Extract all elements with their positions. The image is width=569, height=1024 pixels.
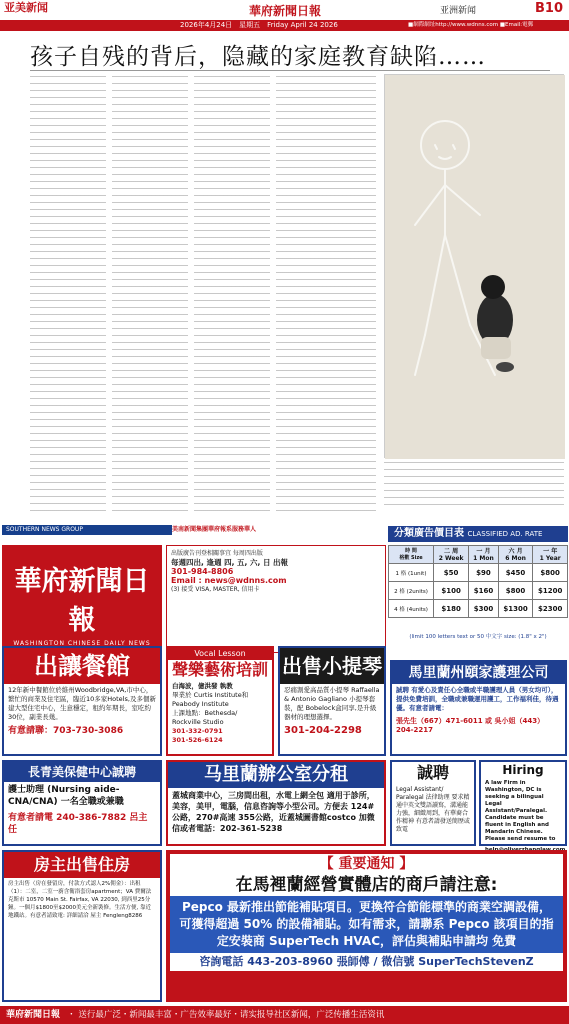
classified-title-cn: 分類廣告價目表 xyxy=(394,528,464,539)
info-line2: 每週四出, 逢週 四, 五, 六, 日 出報 xyxy=(171,558,289,567)
rate-cell: $50 xyxy=(434,564,469,582)
masthead-en: WASHINGTON CHINESE DAILY NEWS xyxy=(13,640,151,647)
masthead-cn: 華府新聞日報 xyxy=(14,566,150,636)
ad7-body: Legal Assistant/ Paralegal 法律助理 要求精通中英文雙語讀寫，溝通能力強，細緻周到，有華裔合作精神 有意者請發送簡歷或致電 xyxy=(396,786,470,833)
rate-cell: $90 xyxy=(469,564,499,582)
ad2-head: Vocal Lesson xyxy=(168,648,272,660)
southern-news-banner: SOUTHERN NEWS GROUP xyxy=(2,525,172,535)
ad4-contact: 張先生（667）471-6011 或 吳小姐（443）204-2217 xyxy=(396,717,545,734)
rate-cell: $300 xyxy=(469,600,499,618)
section-name: 亚洲新闻 xyxy=(440,6,477,16)
ad7-title: 誠聘 xyxy=(416,763,449,782)
rate-table xyxy=(388,545,568,618)
classified-rate-title xyxy=(388,526,568,542)
ad9-title: 房主出售住房 xyxy=(4,852,160,878)
rate-head: 一 月 1 Mon xyxy=(469,546,499,564)
page-number: B10 xyxy=(532,1,566,15)
ad3-body: 忍痛割愛高品質小提琴 Raffaella & Antonio Gagliano 小提琴套裝，配 Bobelock盒同享,是升級器材的理想選擇。 xyxy=(284,686,380,721)
rate-cell: $180 xyxy=(434,600,469,618)
ad1-title: 出讓餐館 xyxy=(4,648,160,684)
ad6-body: 蓋城商業中心，三房間出租，水電上網全包 適用于診所，美容，美甲，電腦，信息咨詢等小型公司。方便去 124#公路，270#高速 355公路，近蓋城圖書館costco 加微信或者電話：202-361-5238 xyxy=(172,791,375,833)
ad2-line: 上課地點：Bethesda/ xyxy=(172,709,238,717)
article-column-3 xyxy=(194,76,270,516)
notice-contact: 咨詢電話 443-203-8960 張師傅 / 微信號 SuperTechStevenZ xyxy=(170,953,563,971)
ad2-line: 畢業於 Curtis Institute和 xyxy=(172,691,249,699)
info-email: Email : news@wdnns.com xyxy=(171,576,287,585)
ad-legal-hiring-en xyxy=(479,760,567,846)
rate-cell: $450 xyxy=(498,564,533,582)
rate-cell: $800 xyxy=(498,582,533,600)
rate-cell: $160 xyxy=(469,582,499,600)
footer-title: 華府新聞日報 xyxy=(6,1010,61,1020)
ad2-line: 白海波，億洪發 執教 xyxy=(172,682,233,690)
ad-vocal-lesson xyxy=(166,646,274,756)
ad6-title: 马里蘭辦公室分租 xyxy=(168,762,384,788)
notice-body: Pepco 最新推出節能補貼項目。更換符合節能標準的商業空調設備，可獲得超過 50% 的設備補貼。如有需求，請聯系 Pepco 該項目的指定安裝商 SuperTech HVAC，評估與補貼申請均 免費 xyxy=(170,896,563,953)
notice-box xyxy=(166,850,567,1002)
footer-bar xyxy=(0,1006,569,1024)
rate-cell: $2300 xyxy=(533,600,568,618)
ad9-body: 房主出售（房在發留房，付款方式認人2%佣金）：出租（1）：二室，二室一廚含衛浴套房apartment；VA 費爾法克斯市 10570 Main St. Fairfax, VA 22030, 到西里25分鐘。一個月$1800至$2000美元全新裝修。生活方便, 靠近地鐵站。有意者請致電: 詳細請洽 屋主 Fengleng8286 xyxy=(8,881,152,919)
rate-cell: $800 xyxy=(533,564,568,582)
info-phone: 301-984-8806 xyxy=(171,567,234,576)
header-title: 華府新聞日報 xyxy=(248,4,321,18)
rate-cell: $1300 xyxy=(498,600,533,618)
info-pay: (3) 接受 VISA, MASTER, 信用卡 xyxy=(171,586,260,593)
rate-table-wrap xyxy=(388,545,568,618)
logo-cn: 亚美新闻 xyxy=(4,1,48,14)
notice-title: 【 重要通知 】 xyxy=(170,854,563,874)
rate-cell: $100 xyxy=(434,582,469,600)
ad-legal-hiring-cn xyxy=(390,760,476,846)
ad-house-sale xyxy=(2,850,162,1002)
rate-cell: $1200 xyxy=(533,582,568,600)
ad2-phone1: 301-332-0791 xyxy=(172,727,223,735)
ad-health-center xyxy=(2,760,162,846)
article-column-2 xyxy=(112,76,188,516)
ad5-phone: 有意者請電 240-386-7882 呂主任 xyxy=(8,813,148,835)
ad1-body: 12年新中餐館位於維州Woodbridge,VA,市中心，繁忙的商業及住宅區，臨近10多家Hotels,及多個新建大型住宅中心，生意穩定，租約年期長，室吃約30位，副業長幾。 xyxy=(8,686,156,721)
date-bar xyxy=(0,20,569,39)
ad-restaurant-sale xyxy=(2,646,162,756)
ad8-title: Hiring xyxy=(502,763,544,777)
date-line: 2026年4月24日 星期五 Friday April 24 2026 xyxy=(180,21,338,29)
rate-row-label: 1 格 (1unit) xyxy=(389,564,434,582)
ad2-phone2: 301-526-6124 xyxy=(172,736,223,744)
ad5-title: 長青美保健中心誠聘 xyxy=(4,762,160,782)
rate-head: 一 年 1 Year xyxy=(533,546,568,564)
rate-head: 六 月 6 Mon xyxy=(498,546,533,564)
chalk-figure-illustration xyxy=(385,75,565,459)
ad2-line: Peabody Institute xyxy=(172,700,229,708)
ad8-body: A law Firm in Washington, DC is seeking a bilingual Legal Assistant/Paralegal. Candidate must be fluent in English and Mandarin Chinese. Please send resume to xyxy=(485,780,556,842)
ad-nursing-company xyxy=(390,660,567,756)
article-column-1 xyxy=(30,76,106,516)
ad4-body: 誠聘 有愛心及責任心全職或半職護理人員（男女均可），提供免費培訓，全職或兼職運用護工，工作福利佳，待遇優。有意者請電： xyxy=(396,686,559,712)
rate-row-label: 4 格 (4units) xyxy=(389,600,434,618)
rate-limit-note: (limit 100 letters text or 50 中文字 size: (1.8" x 2") xyxy=(409,634,547,640)
photo-caption xyxy=(384,462,564,506)
ad1-contact: 有意請聯：703-730-3086 xyxy=(8,726,124,736)
info-line1: 出版廣告刊登相關事宜 每周四出版 xyxy=(171,550,263,557)
ad2-title: 聲樂藝術培訓 xyxy=(171,660,268,679)
rate-head: 二 周 2 Week xyxy=(434,546,469,564)
ad-violin-sale xyxy=(278,646,386,756)
contact-line: ■網際網址http://www.wdnns.com ■Email:電郵news@wdnns.com xyxy=(408,22,534,39)
ad-info-box xyxy=(166,545,386,653)
rate-row-label: 2 格 (2units) xyxy=(389,582,434,600)
notice-main: 在馬裡蘭經營實體店的商戶請注意: xyxy=(170,874,563,896)
ad-office-rent xyxy=(166,760,386,846)
article-column-4 xyxy=(276,76,376,516)
footer-slogan: ・ 送行最广泛・新闻最丰富・广告效率最好・请实报导社区新闻，广泛传播生活资讯 xyxy=(67,1010,385,1020)
masthead-logo xyxy=(2,545,162,653)
headline-rule xyxy=(30,70,550,71)
ad3-title: 出售小提琴 xyxy=(280,648,384,684)
classified-title-en: CLASSIFIED AD. RATE xyxy=(467,530,543,538)
article-photo xyxy=(384,74,564,458)
article-headline: 孩子自残的背后，隐藏的家庭教育缺陷…… xyxy=(30,44,486,70)
rate-corner: 時 間 格數 Size xyxy=(389,546,434,564)
southern-news-slogan: 美南新聞集團華府報系服務華人 xyxy=(172,526,257,533)
ad5-body: 護士助理 (Nursing aide-CNA/CNA) 一名全職或兼職 xyxy=(8,785,124,807)
ad3-phone: 301-204-2298 xyxy=(284,725,362,736)
ad2-line: Rockville Studio xyxy=(172,718,224,726)
ad4-title: 馬里蘭州頤家護理公司 xyxy=(392,662,565,684)
